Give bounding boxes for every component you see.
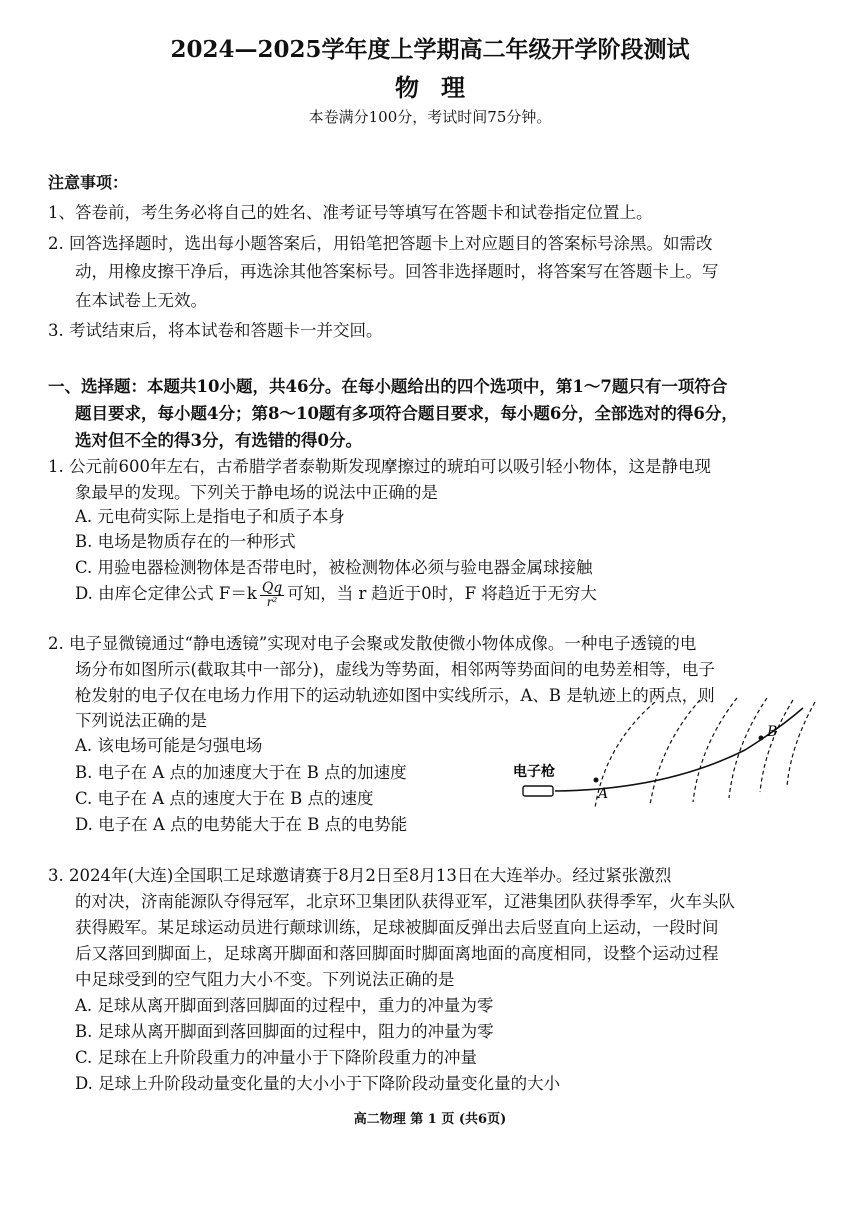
note-item-continued: 动，用橡皮擦干净后，再选涂其他答案标号。回答非选择题时，将答案写在答题卡上。写 (75, 262, 719, 281)
notes-heading: 注意事项： (48, 173, 129, 192)
question-1-stem-continued: 象最早的发现。下列关于静电场的说法中正确的是 (75, 483, 438, 502)
question-3-stem-continued: 的对决，济南能源队夺得冠军，北京环卫集团队获得亚军，辽港集团队获得季军，火车头队 (75, 892, 735, 911)
question-2-option-c: C. 电子在 A 点的速度大于在 B 点的速度 (75, 789, 374, 808)
equipotential-line (650, 700, 700, 805)
question-3-option-a: A. 足球从离开脚面到落回脚面的过程中，重力的冲量为零 (75, 996, 494, 1015)
question-3-stem: 3. 2024年(大连)全国职工足球邀请赛于8月2日至8月13日在大连举办。经过紧张激烈 (48, 866, 672, 885)
question-2-stem: 2. 电子显微镜通过“静电透镜”实现对电子会聚或发散使微小物体成像。一种电子透镜的电 (48, 634, 697, 653)
point-b-label: B (767, 724, 778, 740)
option-d-prefix: D. 由库仑定律公式 F＝k (75, 584, 257, 603)
question-3-stem-continued: 后又落回到脚面上，足球离开脚面和落回脚面时脚面离地面的高度相同，设整个运动过程 (75, 944, 719, 963)
electron-gun-label: 电子枪 (513, 764, 555, 780)
question-3-option-b: B. 足球从离开脚面到落回脚面的过程中，阻力的冲量为零 (75, 1022, 494, 1041)
note-item-continued: 在本试卷上无效。 (75, 291, 207, 310)
question-1-option-b: B. 电场是物质存在的一种形式 (75, 532, 296, 551)
question-2-option-a: A. 该电场可能是匀强电场 (75, 736, 263, 755)
question-1-option-c: C. 用验电器检测物体是否带电时，被检测物体必须与验电器金属球接触 (75, 558, 593, 577)
equipotential-line (693, 698, 737, 802)
question-2-option-b: B. 电子在 A 点的加速度大于在 B 点的加速度 (75, 763, 407, 782)
question-1-option-a: A. 元电荷实际上是指电子和质子本身 (75, 507, 345, 526)
question-3-option-c: C. 足球在上升阶段重力的冲量小于下降阶段重力的冲量 (75, 1048, 478, 1067)
electron-gun-icon (523, 786, 553, 796)
point-b-marker (759, 736, 764, 741)
formula-numerator: Qq (261, 580, 283, 596)
section-heading-continued: 选对但不全的得3分，有选错的得0分。 (75, 431, 362, 450)
question-2-stem-continued: 下列说法正确的是 (75, 711, 207, 730)
question-3-stem-continued: 中足球受到的空气阻力大小不变。下列说法正确的是 (75, 970, 455, 989)
question-3-option-d: D. 足球上升阶段动量变化量的大小小于下降阶段动量变化量的大小 (75, 1074, 561, 1093)
electron-trajectory (555, 708, 803, 791)
subject-title: 物理 (395, 73, 487, 102)
point-a-marker (594, 778, 599, 783)
section-heading: 一、选择题：本题共10小题，共46分。在每小题给出的四个选项中，第1～7题只有一项符合 (48, 377, 728, 396)
equipotential-line (760, 700, 793, 792)
coulomb-formula (260, 581, 284, 608)
question-2-stem-continued: 场分布如图所示(截取其中一部分)，虚线为等势面，相邻两等势面间的电势差相等，电子 (75, 660, 715, 679)
section-heading-continued: 题目要求，每小题4分；第8～10题有多项符合题目要求，每小题6分，全部选对的得6分， (75, 404, 738, 423)
exam-title: 2024—2025学年度上学期高二年级开学阶段测试 (170, 36, 690, 63)
question-3-stem-continued: 获得殿军。某足球运动员进行颠球训练，足球被脚面反弹出去后竖直向上运动，一段时间 (75, 918, 719, 937)
exam-info: 本卷满分100分，考试时间75分钟。 (308, 108, 552, 126)
question-1-option-d (75, 580, 597, 608)
note-item: 3. 考试结束后，将本试卷和答题卡一并交回。 (48, 321, 383, 340)
note-item: 1、答卷前，考生务必将自己的姓名、准考证号等填写在答题卡和试卷指定位置上。 (48, 203, 653, 222)
point-a-label: A (598, 786, 609, 802)
question-2-option-d: D. 电子在 A 点的电势能大于在 B 点的电势能 (75, 815, 408, 834)
electron-lens-figure (505, 690, 835, 810)
formula-denominator: r² (266, 595, 278, 609)
page-footer: 高二物理 第 1 页 (共6页) (353, 1112, 507, 1127)
question-1-stem: 1. 公元前600年左右，古希腊学者泰勒斯发现摩擦过的琥珀可以吸引轻小物体，这是静电现 (48, 457, 711, 476)
note-item: 2. 回答选择题时，选出每小题答案后，用铅笔把答题卡上对应题目的答案标号涂黑。如需改 (48, 234, 713, 253)
option-d-suffix: 可知，当 r 趋近于0时，F 将趋近于无穷大 (287, 584, 597, 603)
equipotential-line (787, 702, 815, 786)
question-2-stem-continued: 枪发射的电子仅在电场力作用下的运动轨迹如图中实线所示，A、B 是轨迹上的两点，则 (75, 686, 715, 705)
